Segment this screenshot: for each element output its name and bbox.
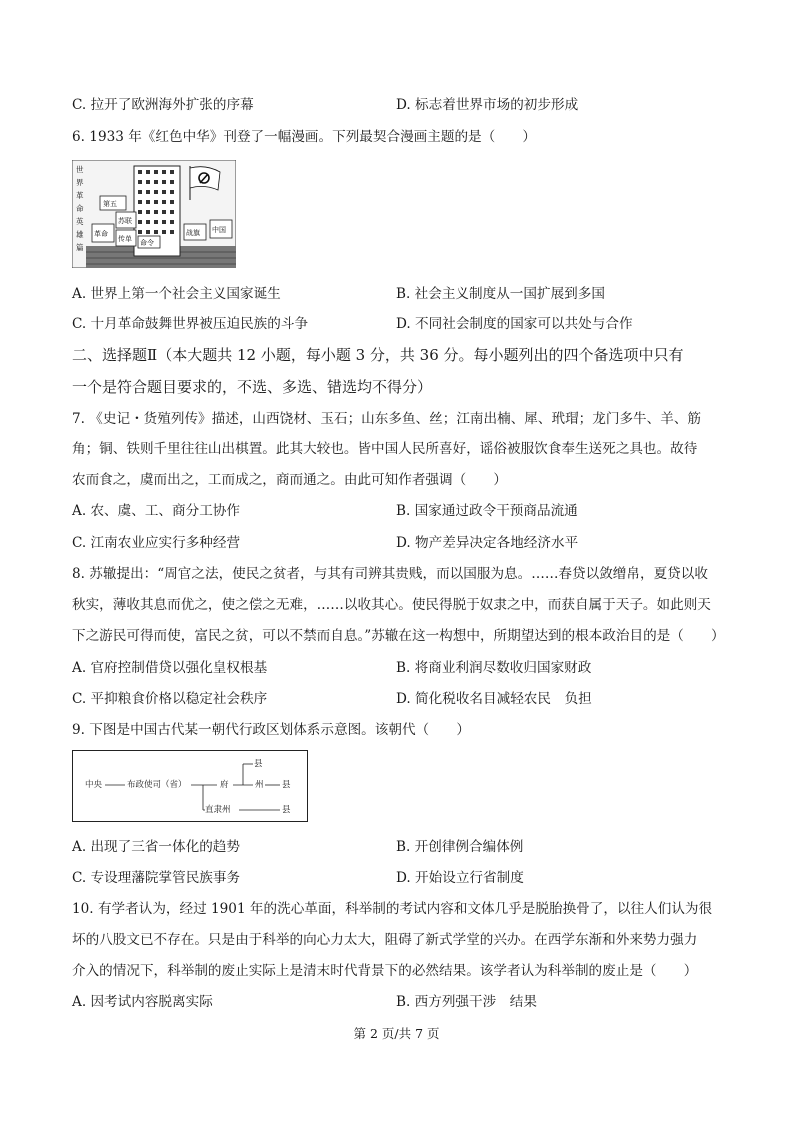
q8-line-2: 秋实，薄收其息而优之，使之偿之无难，……以收其心。使民得脱于奴隶之中，而获自属于天子。如此则天	[72, 597, 711, 613]
q8-option-b: B. 将商业利润尽数收归国家财政	[396, 660, 592, 676]
q7-option-b: B. 国家通过政令干预商品流通	[396, 503, 578, 519]
q6-option-c: C. 十月革命鼓舞世界被压迫民族的斗争	[72, 316, 309, 332]
cartoon-sign: 中国	[212, 226, 226, 234]
page-number: 第 2 页/共 7 页	[353, 1026, 440, 1041]
q7-option-a: A. 农、虞、工、商分工协作	[72, 503, 240, 519]
q10-line-3: 介入的情况下，科举制的废止实际上是清末时代背景下的必然结果。该学者认为科举制的废止是（ ）	[72, 963, 698, 979]
diagram-central: 中央	[85, 780, 103, 790]
q6-option-b: B. 社会主义制度从一国扩展到多国	[396, 286, 605, 302]
diagram-direct-zhou: 直隶州	[205, 805, 231, 815]
diagram-county-mid: 县	[282, 780, 291, 790]
q10-line-2: 坏的八股文已不存在。只是由于科举的向心力太大，阻碍了新式学堂的兴办。在西学东渐和外来势力强力	[72, 932, 698, 948]
q9-stem: 9. 下图是中国古代某一朝代行政区划体系示意图。该朝代（ ）	[72, 722, 470, 738]
q6-stem: 6. 1933 年《红色中华》刊登了一幅漫画。下列最契合漫画主题的是（ ）	[72, 129, 537, 145]
q10-option-b: B. 西方列强干涉 结果	[396, 994, 537, 1010]
q8-option-c: C. 平抑粮食价格以稳定社会秩序	[72, 691, 268, 707]
cartoon-char: 篇	[76, 243, 84, 252]
q7-option-c: C. 江南农业应实行多种经营	[72, 535, 241, 551]
cartoon-char: 英	[76, 217, 84, 226]
q7-line-1: 7. 《史记・货殖列传》描述，山西饶材、玉石；山东多鱼、丝；江南出楠、犀、玳瑁；龙门多牛、羊、筋	[72, 411, 702, 427]
q9-option-d: D. 开始设立行省制度	[396, 870, 524, 886]
diagram-prefecture: 府	[220, 780, 229, 790]
q6-option-a: A. 世界上第一个社会主义国家诞生	[72, 286, 281, 302]
cartoon-sign: 革命	[94, 230, 108, 238]
diagram-province: 布政使司（省）	[127, 780, 187, 790]
q8-option-d: D. 简化税收名目减轻农民 负担	[396, 691, 592, 707]
q6-option-d: D. 不同社会制度的国家可以共处与合作	[396, 316, 633, 332]
q7-line-3: 农而食之，虞而出之，工而成之，商而通之。由此可知作者强调（ ）	[72, 472, 507, 488]
q7-option-d: D. 物产差异决定各地经济水平	[396, 535, 579, 551]
q8-option-a: A. 官府控制借贷以强化皇权根基	[72, 660, 268, 676]
diagram-zhou: 州	[255, 780, 264, 790]
diagram-county-top: 县	[254, 759, 263, 769]
q9-option-b: B. 开创律例合编体例	[396, 839, 524, 855]
cartoon-sign: 战旗	[186, 229, 200, 237]
cartoon-sign: 命令	[140, 239, 154, 247]
cartoon-char: 界	[76, 178, 84, 187]
q10-line-1: 10. 有学者认为，经过 1901 年的洗心革面，科举制的考试内容和文体几乎是脱胎换骨了，以往人们认为很	[72, 901, 713, 917]
diagram-connectors	[73, 751, 307, 821]
q9-option-a: A. 出现了三省一体化的趋势	[72, 839, 240, 855]
q5-option-d: D. 标志着世界市场的初步形成	[396, 97, 579, 113]
section2-heading-line2: 一个是符合题目要求的，不选、多选、错选均不得分）	[72, 378, 433, 396]
q8-line-3: 下之游民可得而使，富民之贫，可以不禁而自息。”苏辙在这一构想中，所期望达到的根本政治目的是（ ）	[72, 628, 725, 644]
q9-admin-diagram	[72, 750, 308, 822]
q5-option-c: C. 拉开了欧洲海外扩张的序幕	[72, 97, 254, 113]
cartoon-char: 革	[76, 191, 84, 200]
diagram-county-bottom: 县	[282, 805, 291, 815]
section2-heading-line1: 二、选择题Ⅱ（本大题共 12 小题，每小题 3 分，共 36 分。每小题列出的四个备选项中只有	[72, 346, 684, 364]
cartoon-char: 雄	[76, 230, 84, 239]
cartoon-vertical-title	[76, 164, 84, 252]
cartoon-sign: 传单	[118, 235, 132, 243]
q6-cartoon-image	[72, 160, 236, 268]
q10-option-a: A. 因考试内容脱离实际	[72, 994, 213, 1010]
cartoon-char: 命	[76, 204, 84, 213]
q8-line-1: 8. 苏辙提出：“周官之法，使民之贫者，与其有司辨其贵贱，而以国服为息。……春贷以敛缯帛，夏贷以收	[72, 566, 708, 582]
cartoon-sign: 第五	[103, 200, 117, 208]
cartoon-char: 世	[76, 165, 84, 174]
cartoon-sign: 苏联	[118, 217, 132, 225]
q7-line-2: 角；铜、铁则千里往往山出棋置。此其大较也。皆中国人民所喜好，谣俗被服饮食奉生送死之具也。故待	[72, 441, 698, 457]
q9-option-c: C. 专设理藩院掌管民族事务	[72, 870, 241, 886]
